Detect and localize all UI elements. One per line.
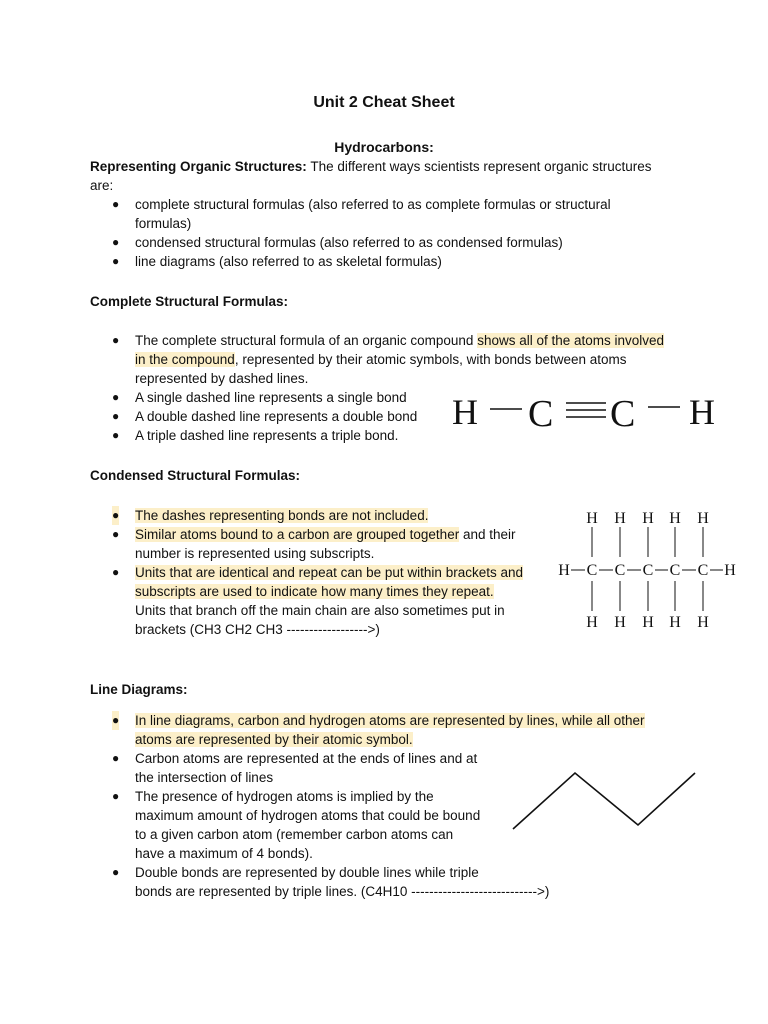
- list-item: [90, 525, 550, 563]
- atom-label: H: [586, 510, 598, 527]
- highlighted-text: The dashes representing bonds are not included.: [135, 508, 429, 523]
- bullet-icon: ●: [112, 506, 119, 525]
- atom-label: C: [697, 562, 709, 579]
- list-item: [90, 506, 550, 525]
- list-item-text: The complete structural formula of an organic compound: [135, 333, 478, 348]
- atom-label: H: [669, 614, 681, 631]
- bullet-icon: ●: [112, 254, 120, 268]
- atom-label: H: [586, 614, 598, 631]
- list-item-text: brackets (CH3 CH2 CH3 ------------------>): [135, 622, 380, 637]
- bullet-icon: ●: [112, 789, 120, 803]
- list-item-text: maximum amount of hydrogen atoms that could be bound: [135, 808, 481, 823]
- list-item-text: the intersection of lines: [135, 770, 274, 785]
- list-item-text: bonds are represented by triple lines. (C4H10 ---------------------------->): [135, 884, 550, 899]
- list-item-text: have a maximum of 4 bonds).: [135, 846, 313, 861]
- bullet-icon: ●: [112, 333, 120, 347]
- bullet-icon: ●: [112, 390, 120, 404]
- list-item: [90, 233, 690, 252]
- list-item-text: Double bonds are represented by double lines while triple: [135, 865, 479, 880]
- list-item-text: represented by dashed lines.: [135, 371, 309, 386]
- highlighted-text: Similar atoms bound to a carbon are grouped together: [135, 527, 460, 542]
- highlighted-text: shows all of the atoms involved: [477, 333, 665, 348]
- page-title: Unit 2 Cheat Sheet: [313, 94, 455, 111]
- highlighted-text: In line diagrams, carbon and hydrogen atoms are represented by lines, while all other: [135, 713, 645, 728]
- pentane-diagram: [552, 505, 742, 635]
- bullet-icon: ●: [112, 197, 120, 211]
- list-item-text: to a given carbon atom (remember carbon atoms can: [135, 827, 454, 842]
- atom-label: C: [642, 562, 654, 579]
- atom-label: H: [558, 562, 570, 579]
- intro-text-1: The different ways scientists represent organic structures: [306, 159, 652, 174]
- highlighted-text: subscripts are used to indicate how many times they repeat.: [135, 584, 494, 599]
- intro-label: Representing Organic Structures:: [90, 159, 307, 174]
- highlighted-text: Units that are identical and repeat can be put within brackets and: [135, 565, 523, 580]
- list-item-text: , represented by their atomic symbols, with bonds between atoms: [234, 352, 627, 367]
- list-item: [90, 563, 550, 639]
- section-title: Hydrocarbons:: [334, 139, 434, 155]
- condensed-heading: Condensed Structural Formulas:: [90, 468, 301, 483]
- atom-label: H: [642, 614, 654, 631]
- list-item: [90, 711, 730, 749]
- list-item-text: formulas): [135, 216, 192, 231]
- list-item: [90, 863, 730, 901]
- complete-heading: Complete Structural Formulas:: [90, 294, 289, 309]
- highlighted-text: in the compound: [135, 352, 235, 367]
- list-item-text: A triple dashed line represents a triple bond.: [135, 428, 399, 443]
- atom-label: H: [614, 510, 626, 527]
- list-item-text: A single dashed line represents a single bond: [135, 390, 407, 405]
- bullet-icon: ●: [112, 428, 120, 442]
- atom-label: H: [689, 392, 715, 432]
- list-item-text: and their: [459, 527, 516, 542]
- list-item-text: condensed structural formulas (also referred to as condensed formulas): [135, 235, 563, 250]
- bullet-icon: ●: [112, 865, 120, 879]
- highlighted-text: atoms are represented by their atomic symbol.: [135, 732, 413, 747]
- list-item-text: Carbon atoms are represented at the ends of lines and at: [135, 751, 478, 766]
- intro-text-2: are:: [90, 178, 114, 193]
- atom-label: H: [669, 510, 681, 527]
- bullet-icon: ●: [112, 711, 119, 730]
- bullet-icon: ●: [112, 409, 120, 423]
- atom-label: C: [610, 393, 636, 435]
- condensed-list: [90, 506, 550, 639]
- list-item-text: A double dashed line represents a double bond: [135, 409, 418, 424]
- list-item-text: line diagrams (also referred to as skeletal formulas): [135, 254, 442, 269]
- intro-list: [90, 195, 690, 271]
- list-item: [90, 195, 690, 233]
- list-item-text: Units that branch off the main chain are also sometimes put in: [135, 603, 505, 618]
- list-item: [90, 252, 690, 271]
- bullet-icon: ●: [112, 751, 120, 765]
- bullet-icon: ●: [112, 235, 120, 249]
- atom-label: H: [614, 614, 626, 631]
- bullet-icon: ●: [112, 527, 120, 541]
- line-heading: Line Diagrams:: [90, 682, 188, 697]
- intro-paragraph: [90, 157, 690, 195]
- atom-label: C: [528, 393, 554, 435]
- atom-label: H: [642, 510, 654, 527]
- atom-label: H: [724, 562, 736, 579]
- atom-label: C: [614, 562, 626, 579]
- atom-label: C: [669, 562, 681, 579]
- atom-label: H: [452, 392, 478, 432]
- list-item-text: number is represented using subscripts.: [135, 546, 375, 561]
- list-item-text: complete structural formulas (also referred to as complete formulas or structural: [135, 197, 611, 212]
- ethyne-diagram: [440, 385, 730, 440]
- atom-label: H: [697, 510, 709, 527]
- bullet-icon: ●: [112, 565, 120, 579]
- skeletal-bonds: [513, 773, 695, 829]
- butane-skeletal-diagram: [505, 765, 705, 835]
- atom-label: C: [586, 562, 598, 579]
- list-item-text: The presence of hydrogen atoms is implied by the: [135, 789, 434, 804]
- atom-label: H: [697, 614, 709, 631]
- list-item: [90, 331, 700, 388]
